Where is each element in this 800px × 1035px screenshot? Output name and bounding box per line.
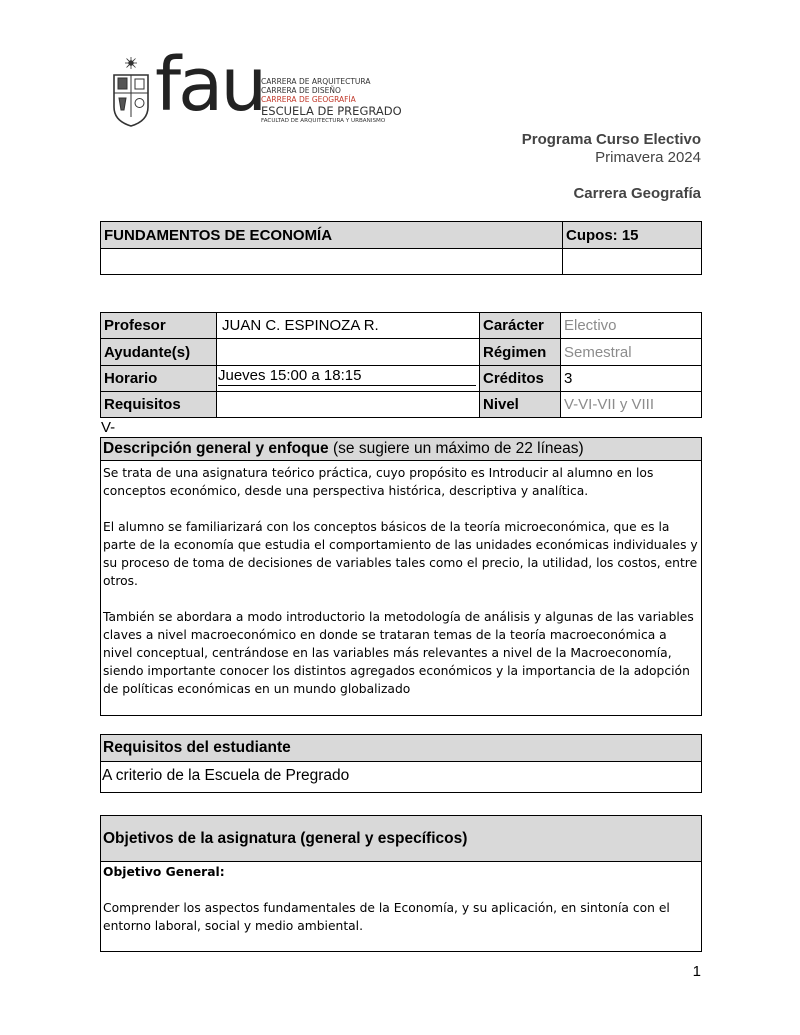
logo-line-geografia: CARRERA DE GEOGRAFÍA xyxy=(261,95,356,104)
objetivos-section xyxy=(100,815,702,952)
creditos-value: 3 xyxy=(561,366,702,392)
objetivo-general-label: Objetivo General: xyxy=(103,865,225,879)
ayudante-value xyxy=(217,339,480,366)
course-empty-cell xyxy=(101,249,563,275)
descripcion-title-note: (se sugiere un máximo de 22 líneas) xyxy=(328,440,584,457)
stray-text: V- xyxy=(101,419,116,436)
descripcion-paragraph: Se trata de una asignatura teórico práctica, cuyo propósito es Introducir al alumno en los conceptos económico, desde una perspectiva histórica, descriptiva y analítica. xyxy=(103,466,654,498)
logo-line-diseno: CARRERA DE DISEÑO xyxy=(261,86,341,95)
objetivo-general-text: Comprender los aspectos fundamentales de la Economía, y su aplicación, en sintonía con el entorno laboral, social y medio ambiental. xyxy=(103,901,670,933)
nivel-label: Nivel xyxy=(480,392,561,418)
fau-wordmark: fau xyxy=(155,42,265,128)
requisitos-estudiante-title: Requisitos del estudiante xyxy=(101,735,701,762)
horario-value xyxy=(217,366,480,392)
objetivos-title: Objetivos de la asignatura (general y específicos) xyxy=(101,816,701,862)
info-table xyxy=(100,312,702,418)
university-seal-logo xyxy=(112,55,150,127)
logo-school: ESCUELA DE PREGRADO xyxy=(261,104,402,118)
objetivos-body xyxy=(101,862,701,935)
requisitos-estudiante-section xyxy=(100,734,702,793)
program-term: Primavera 2024 xyxy=(595,149,701,166)
creditos-label: Créditos xyxy=(480,366,561,392)
horario-text: Jueves 15:00 a 18:15 xyxy=(218,366,476,386)
descripcion-title: Descripción general y enfoque xyxy=(103,440,329,457)
course-name: FUNDAMENTOS DE ECONOMÍA xyxy=(101,222,563,249)
descripcion-body xyxy=(101,461,701,698)
caracter-label: Carácter xyxy=(480,313,561,339)
profesor-label: Profesor xyxy=(101,313,217,339)
program-title: Programa Curso Electivo xyxy=(521,131,701,148)
logo-line-arquitectura: CARRERA DE ARQUITECTURA xyxy=(261,77,371,86)
descripcion-section xyxy=(100,437,702,716)
profesor-value: JUAN C. ESPINOZA R. xyxy=(217,313,480,339)
regimen-value: Semestral xyxy=(561,339,702,366)
requisitos-value xyxy=(217,392,480,418)
page-number: 1 xyxy=(692,963,701,980)
descripcion-header xyxy=(101,438,701,461)
caracter-value: Electivo xyxy=(561,313,702,339)
horario-label: Horario xyxy=(101,366,217,392)
ayudante-label: Ayudante(s) xyxy=(101,339,217,366)
descripcion-paragraph: El alumno se familiarizará con los conceptos básicos de la teoría microeconómica, que es la parte de la economía que estudia el comportamiento de las unidades económicas individuales y su proceso de toma de decisiones de variables tales como el precio, la utilidad, los costos, entre otros. xyxy=(103,520,698,588)
cupos-empty-cell xyxy=(563,249,702,275)
descripcion-paragraph: También se abordara a modo introductorio la metodología de análisis y algunas de las variables claves a nivel macroeconómico en donde se trataran temas de la teoría macroeconómica a nivel conceptual, centrándose en las variables más relevantes a nivel de la Macroeconomía, siendo importante conocer los distintos agregados económicos y la importancia de la adopción de políticas económicas en un mundo globalizado xyxy=(103,610,694,696)
career-name: Carrera Geografía xyxy=(573,185,701,202)
course-cupos: Cupos: 15 xyxy=(563,222,702,249)
course-table xyxy=(100,221,702,275)
logo-text-block xyxy=(261,77,402,125)
requisitos-label: Requisitos xyxy=(101,392,217,418)
requisitos-estudiante-body: A criterio de la Escuela de Pregrado xyxy=(102,767,350,784)
regimen-label: Régimen xyxy=(480,339,561,366)
logo-faculty: FACULTAD DE ARQUITECTURA Y URBANISMO xyxy=(261,118,386,124)
nivel-value: V-VI-VII y VIII xyxy=(561,392,702,418)
